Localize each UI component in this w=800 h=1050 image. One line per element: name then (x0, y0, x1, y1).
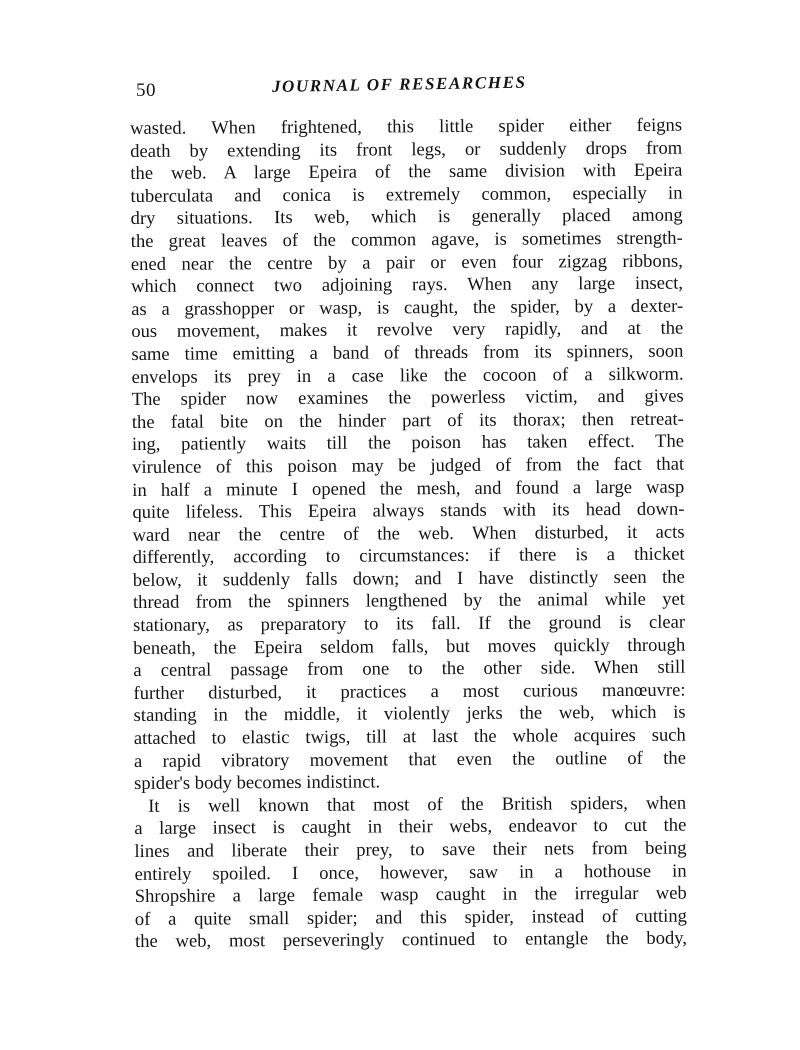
text-line: entirely spoiled. I once, however, saw in a hothouse in (134, 860, 687, 885)
text-line: further disturbed, it practices a most curious manœuvre: (133, 679, 686, 704)
text-line: the web. A large Epeira of the same division with Epeira (130, 159, 683, 185)
text-line: ing, patiently waits till the poison has taken effect. The (131, 430, 685, 456)
text-line: quite lifeless. This Epeira always stands with its head down- (132, 498, 685, 524)
text-line: virulence of this poison may be judged of from the fact that (132, 453, 685, 478)
text-line: ous movement, makes it revolve very rapidly, and at the (131, 317, 684, 343)
text-line: differently, according to circumstances: if there is a thicket (132, 543, 685, 569)
text-line: in half a minute I opened the mesh, and found a large wasp (132, 476, 685, 501)
text-line: the fatal bite on the hinder part of its thorax; then retreat- (131, 408, 684, 433)
text-line: a large insect is caught in their webs, endeavor to cut the (134, 815, 687, 840)
text-line: ward near the centre of the web. When disturbed, it acts (132, 521, 685, 546)
text-line: attached to elastic twigs, till at last the whole acquires such (133, 724, 686, 750)
text-line: beneath, the Epeira seldom falls, but moves quickly through (133, 634, 686, 659)
page-header (136, 72, 681, 110)
text-line: the web, most perseveringly continued to entangle the body, (134, 927, 688, 953)
text-line: The spider now examines the powerless victim, and gives (131, 385, 684, 411)
body-text (130, 115, 687, 954)
text-line: a rapid vibratory movement that even the outline of the (133, 747, 686, 772)
text-line: thread from the spinners lengthened by the animal while yet (132, 589, 686, 614)
text-line: lines and liberate their prey, to save their nets from being (134, 837, 687, 862)
text-line: same time emitting a band of threads from its spinners, soon (131, 340, 684, 365)
text-line: spider's body becomes indistinct. (134, 771, 381, 795)
running-head: JOURNAL OF RESEARCHES (271, 72, 527, 96)
text-line: standing in the middle, it violently jerks the web, which is (133, 702, 686, 727)
page-number: 50 (136, 80, 156, 101)
text-line: envelops its prey in a case like the cocoon of a silkworm. (131, 363, 684, 388)
text-line: a central passage from one to the other side. When still (133, 656, 686, 682)
text-line: which connect two adjoining rays. When any large insect, (130, 272, 684, 298)
text-line: It is well known that most of the British spiders, when (148, 792, 687, 817)
text-line: stationary, as preparatory to its fall. If the ground is clear (133, 611, 686, 637)
text-line: the great leaves of the common agave, is sometimes strength- (130, 227, 683, 252)
paragraph (134, 792, 687, 954)
text-line: dry situations. Its web, which is generally placed among (130, 205, 683, 230)
text-line: Shropshire a large female wasp caught in the irregular web (134, 882, 687, 908)
paragraph (130, 115, 686, 796)
text-line: tuberculata and conica is extremely common, especially in (130, 182, 683, 207)
text-line: death by extending its front legs, or suddenly drops from (130, 137, 683, 162)
text-line: below, it suddenly falls down; and I have distinctly seen the (132, 566, 685, 591)
text-line: ened near the centre by a pair or even four zigzag ribbons, (130, 250, 683, 275)
text-line: wasted. When frightened, this little spider either feigns (130, 114, 683, 139)
text-line: as a grasshopper or wasp, is caught, the spider, by a dexter- (131, 295, 684, 320)
text-line: of a quite small spider; and this spider, instead of cutting (134, 905, 687, 930)
